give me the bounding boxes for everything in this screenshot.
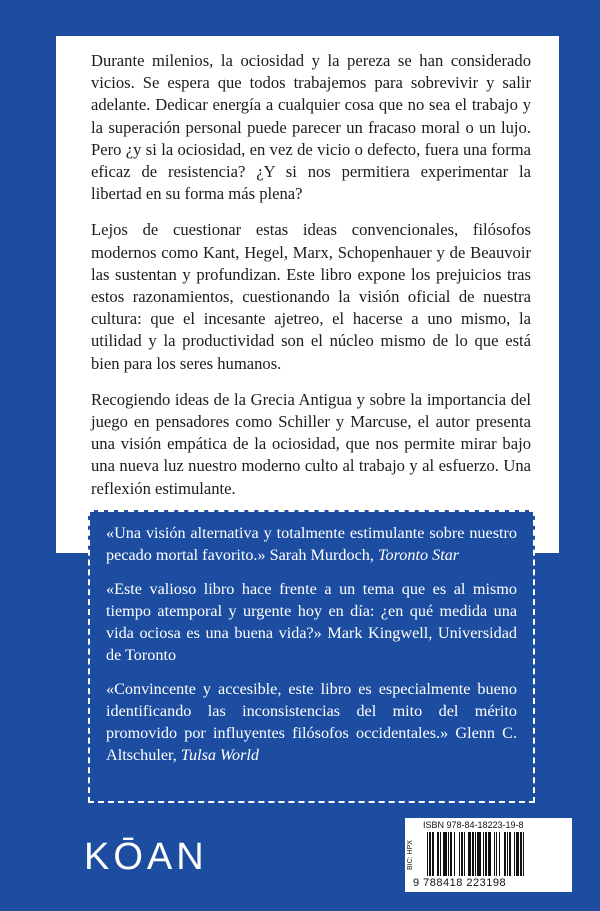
blurb-text	[91, 50, 531, 514]
bic-code: BIC: HPX	[407, 840, 414, 870]
review-quote-2: «Este valioso libro hace frente a un tema que es al mismo tiempo atemporal y urgente hoy en día: ¿en qué medida una vida ociosa es una buena vida?» Mark Kingwell, Universidad de Toronto	[106, 580, 517, 664]
review-quote-1: «Una visión alternativa y totalmente estimulante sobre nuestro pecado mortal favorito.» Sarah Murdoch, Toronto Star	[106, 524, 517, 564]
publisher-logo: KŌAN	[84, 836, 208, 878]
blurb-paragraph-3: Recogiendo ideas de la Grecia Antigua y sobre la importancia del juego en pensadores como Schiller y Marcuse, el autor presenta una visión empática de la ociosidad, que nos permite mirar bajo una nueva luz nuestro moderno culto al trabajo y al esfuerzo. Una reflexión estimulante.	[91, 389, 531, 498]
isbn-barcode	[405, 818, 572, 892]
review-source: Toronto Star	[377, 546, 460, 564]
barcode-bars	[427, 832, 565, 876]
blurb-paragraph-1: Durante milenios, la ociosidad y la pereza se han considerado vicios. Se espera que todos trabajemos para sobrevivir y salir adelante. Dedicar energía a cualquier cosa que no sea el trabajo y la superación personal puede parecer un fracaso moral o un lujo. Pero ¿y si la ociosidad, en vez de vicio o defecto, fuera una forma eficaz de resistencia? ¿Y si nos permitiera experimentar la libertad en su forma más plena?	[91, 51, 531, 204]
blurb-paragraph-2: Lejos de cuestionar estas ideas convencionales, filósofos modernos como Kant, Hegel, Marx, Schopenhauer y de Beauvoir las sustentan y profundizan. Este libro expone los prejuicios tras estos razonamientos, cuestionando la visión oficial de nuestra cultura: que el incesante ajetreo, el hacerse a uno mismo, la utilidad y la productividad son el núcleo mismo de lo que está bien para los seres humanos.	[91, 220, 531, 373]
review-quote-3: «Convincente y accesible, este libro es especialmente bueno identificando las inconsistencias del mito del mérito promovido por influyentes filósofos occidentales.» Glenn C. Altschuler, Tulsa World	[106, 680, 517, 764]
barcode-digits: 9 788418 223198	[413, 877, 507, 889]
review-source: Tulsa World	[180, 746, 259, 764]
isbn-label: ISBN 978-84-18223-19-8	[423, 820, 524, 830]
review-quotes	[106, 522, 517, 778]
